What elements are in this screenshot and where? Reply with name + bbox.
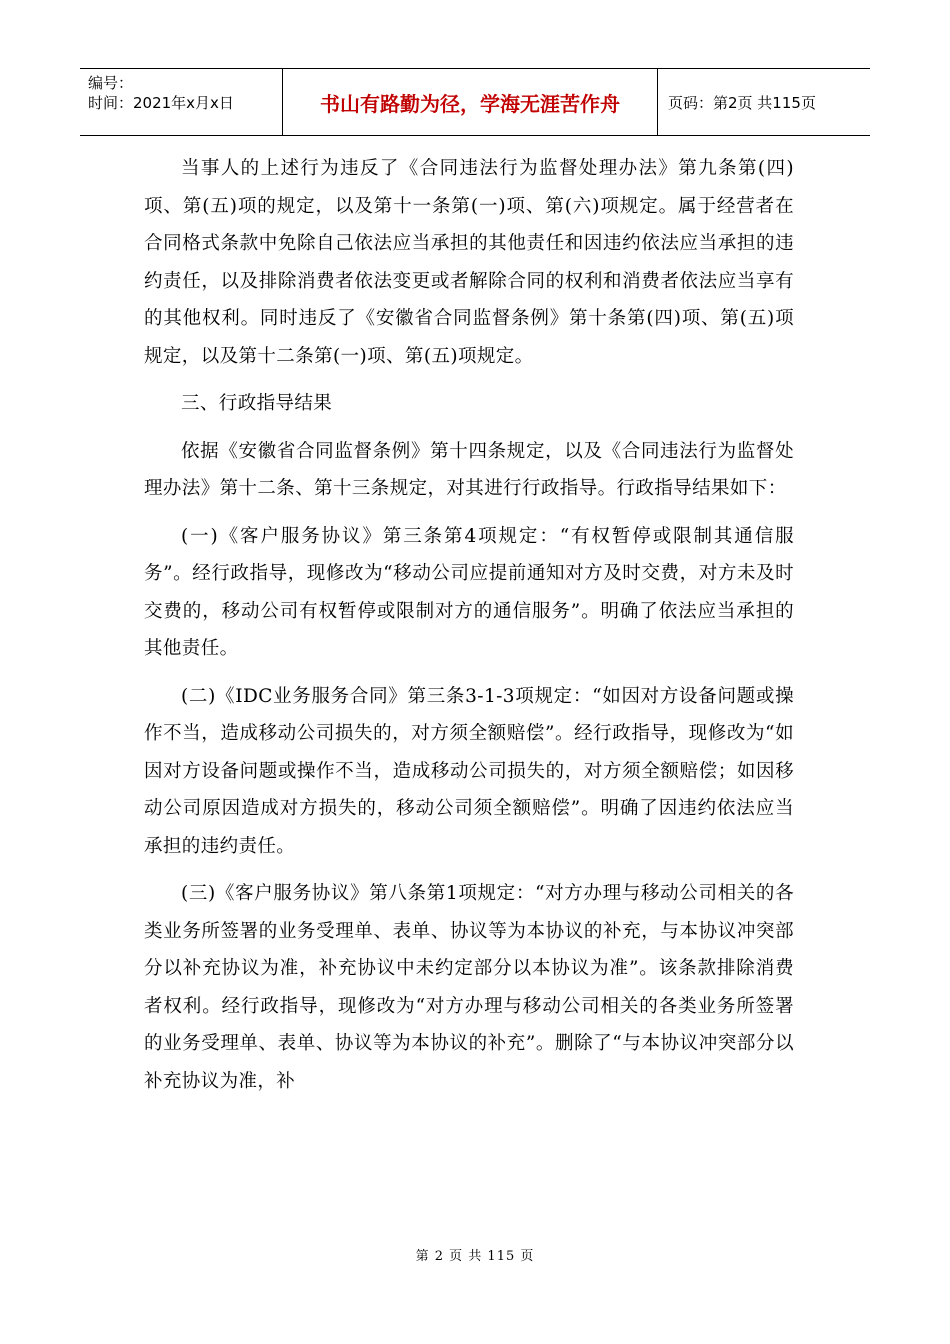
- body-paragraph: (二)《IDC业务服务合同》第三条3-1-3项规定：“如因对方设备问题或操作不当，造成移动公司损失的，对方须全额赔偿”。经行政指导，现修改为“如因对方设备问题或操作不当，造成移动公司损失的，对方须全额赔偿；如因移动公司原因造成对方损失的，移动公司须全额赔偿”。明确了因违约依法应当承担的违约责任。: [144, 685, 794, 857]
- body-paragraph: 当事人的上述行为违反了《合同违法行为监督处理办法》第九条第(四)项、第(五)项的规定，以及第十一条第(一)项、第(六)项规定。属于经营者在合同格式条款中免除自己依法应当承担的其他责任和因违约依法应当承担的违约责任，以及排除消费者依法变更或者解除合同的权利和消费者依法应当享有的其他权利。同时违反了《安徽省合同监督条例》第十条第(四)项、第(五)项规定，以及第十二条第(一)项、第(五)项规定。: [144, 158, 794, 367]
- body-paragraph: (一)《客户服务协议》第三条第4项规定：“有权暂停或限制其通信服务”。经行政指导，现修改为“移动公司应提前通知对方及时交费，对方未及时交费的，移动公司有权暂停或限制对方的通信服务”。明确了依法应当承担的其他责任。: [144, 525, 794, 659]
- header-page-code: 页码：第2页 共115页: [668, 93, 816, 112]
- document-body: [144, 150, 794, 1110]
- body-paragraph: (三)《客户服务协议》第八条第1项规定：“对方办理与移动公司相关的各类业务所签署的业务受理单、表单、协议等为本协议的补充，与本协议冲突部分以补充协议为准，补充协议中未约定部分以本协议为准”。该条款排除消费者权利。经行政指导，现修改为“对方办理与移动公司相关的各类业务所签署的业务受理单、表单、协议等为本协议的补充”。删除了“与本协议冲突部分以补充协议为准，补: [144, 883, 794, 1092]
- document-header: [80, 68, 870, 136]
- header-meta-cell: [80, 69, 283, 135]
- document-number-label: 编号：: [88, 74, 134, 92]
- page-footer: 第 2 页 共 115 页: [415, 1249, 535, 1264]
- header-motto: 书山有路勤为径，学海无涯苦作舟: [283, 69, 658, 135]
- document-time-label: 时间：2021年x月x日: [88, 94, 234, 112]
- body-paragraph: 依据《安徽省合同监督条例》第十四条规定，以及《合同违法行为监督处理办法》第十二条、第十三条规定，对其进行行政指导。行政指导结果如下：: [144, 440, 794, 499]
- section-heading: 三、行政指导结果: [181, 393, 333, 414]
